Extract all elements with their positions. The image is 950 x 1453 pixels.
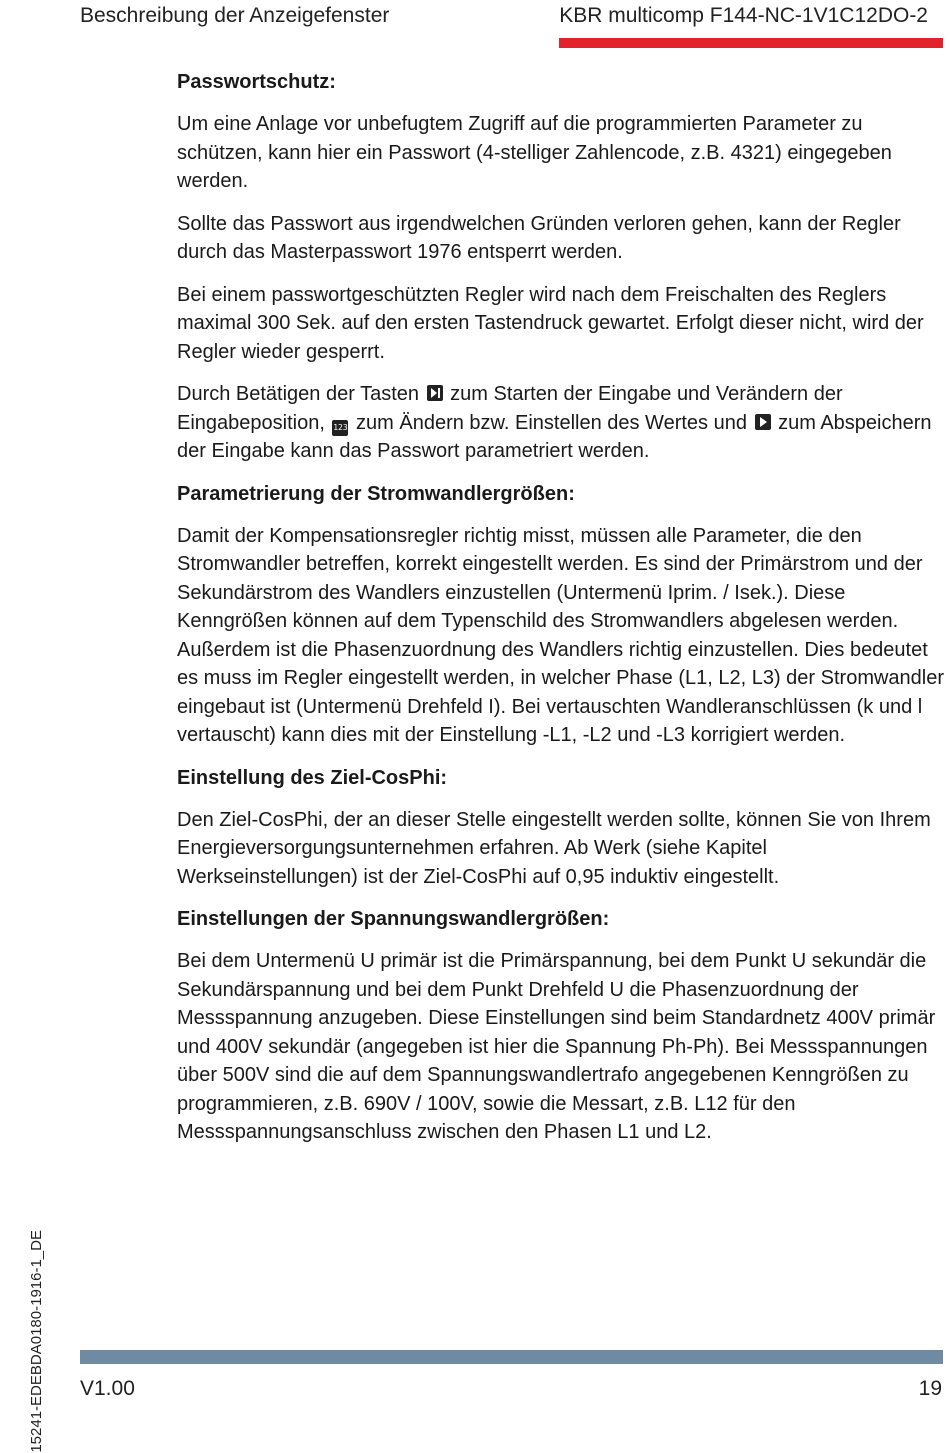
paragraph: Damit der Kompensationsregler richtig misst, müssen alle Parameter, die den Stromwandler betreffen, korrekt eingestellt werden. Es sind der Primärstrom und der Sekundärstrom des Wandlers einzustellen (Untermenü Iprim. / Isek.). Diese Kenngrößen können auf dem Typenschild des Stromwandlers abgelesen werden. Außerdem ist die Phasenzuordnung des Wandlers richtig einzustellen. Dies bedeutet es muss im Regler eingestellt werden, in welcher Phase (L1, L2, L3) der Stromwandler eingebaut ist (Untermenü Drehfeld I). Bei vertauschten Wandleranschlüssen (k und l vertauscht) kann dies mit der Einstellung -L1, -L2 und -L3 korrigiert werden.: [177, 524, 945, 746]
document-code: 15241-EDEBDA0180-1916-1_DE: [28, 1230, 45, 1453]
paragraph: Bei dem Untermenü U primär ist die Primärspannung, bei dem Punkt U sekundär die Sekundärspannung und bei dem Punkt Drehfeld U die Phasenzuordnung der Messspannung anzugeben. Diese Einstellungen sind beim Standardnetz 400V primär und 400V sekundär (angegeben ist hier die Spannung Ph-Ph). Bei Messspannungen über 500V sind die auf dem Spannungswandlertrafo angegebenen Kenngrößen zu programmieren, z.B. 690V / 100V, sowie die Messart, z.B. L12 für den Messspannungsanschluss zwischen den Phasen L1 und L2.: [177, 950, 936, 1143]
header-accent-bar: [559, 38, 943, 48]
footer-bar: [80, 1350, 943, 1364]
section-heading-password: Passwortschutz:: [177, 71, 336, 93]
section-heading-voltage-transformer: Einstellungen der Spannungswandlergrößen:: [177, 908, 610, 930]
main-content: [177, 68, 945, 1161]
number-key-icon: 123: [332, 420, 348, 436]
text-fragment: zum Abspeichern der Eingabe kann das Passwort parametriert werden.: [177, 411, 932, 462]
section-heading-current-transformer: Parametrierung der Stromwandlergrößen:: [177, 482, 575, 505]
next-key-icon: [427, 385, 443, 401]
product-name: KBR multicomp F144-NC-1V1C12DO-2: [559, 4, 928, 27]
text-fragment: Durch Betätigen der Tasten: [177, 383, 420, 405]
key-instruction-paragraph: [177, 380, 945, 466]
page-number: 19: [918, 1377, 942, 1400]
section-heading-target-cosphi: Einstellung des Ziel-CosPhi:: [177, 766, 448, 789]
play-key-icon: [755, 414, 771, 430]
paragraph: Bei einem passwortgeschützten Regler wird nach dem Freischalten des Reglers maximal 300 Sek. auf den ersten Tastendruck gewartet. Erfolgt dieser nicht, wird der Regler wieder gesperrt.: [177, 283, 924, 363]
paragraph: Um eine Anlage vor unbefugtem Zugriff auf die programmierten Parameter zu schützen, kann hier ein Passwort (4-stelliger Zahlencode, z.B. 4321) eingegeben werden.: [177, 113, 892, 192]
text-fragment: zum Ändern bzw. Einstellen des Wertes und: [356, 411, 747, 434]
text-fragment: zum Starten der Eingabe und Verändern der Eingabeposition,: [177, 383, 843, 434]
paragraph: Den Ziel-CosPhi, der an dieser Stelle eingestellt werden sollte, können Sie von Ihrem Energieversorgungsunternehmen erfahren. Ab Werk (siehe Kapitel Werkseinstellungen) ist der Ziel-CosPhi auf 0,95 induktiv eingestellt.: [177, 808, 931, 888]
version-label: V1.00: [80, 1377, 135, 1400]
paragraph: Sollte das Passwort aus irgendwelchen Gründen verloren gehen, kann der Regler durch das Masterpasswort 1976 entsperrt werden.: [177, 212, 901, 263]
page-header-title: Beschreibung der Anzeigefenster: [80, 4, 390, 27]
